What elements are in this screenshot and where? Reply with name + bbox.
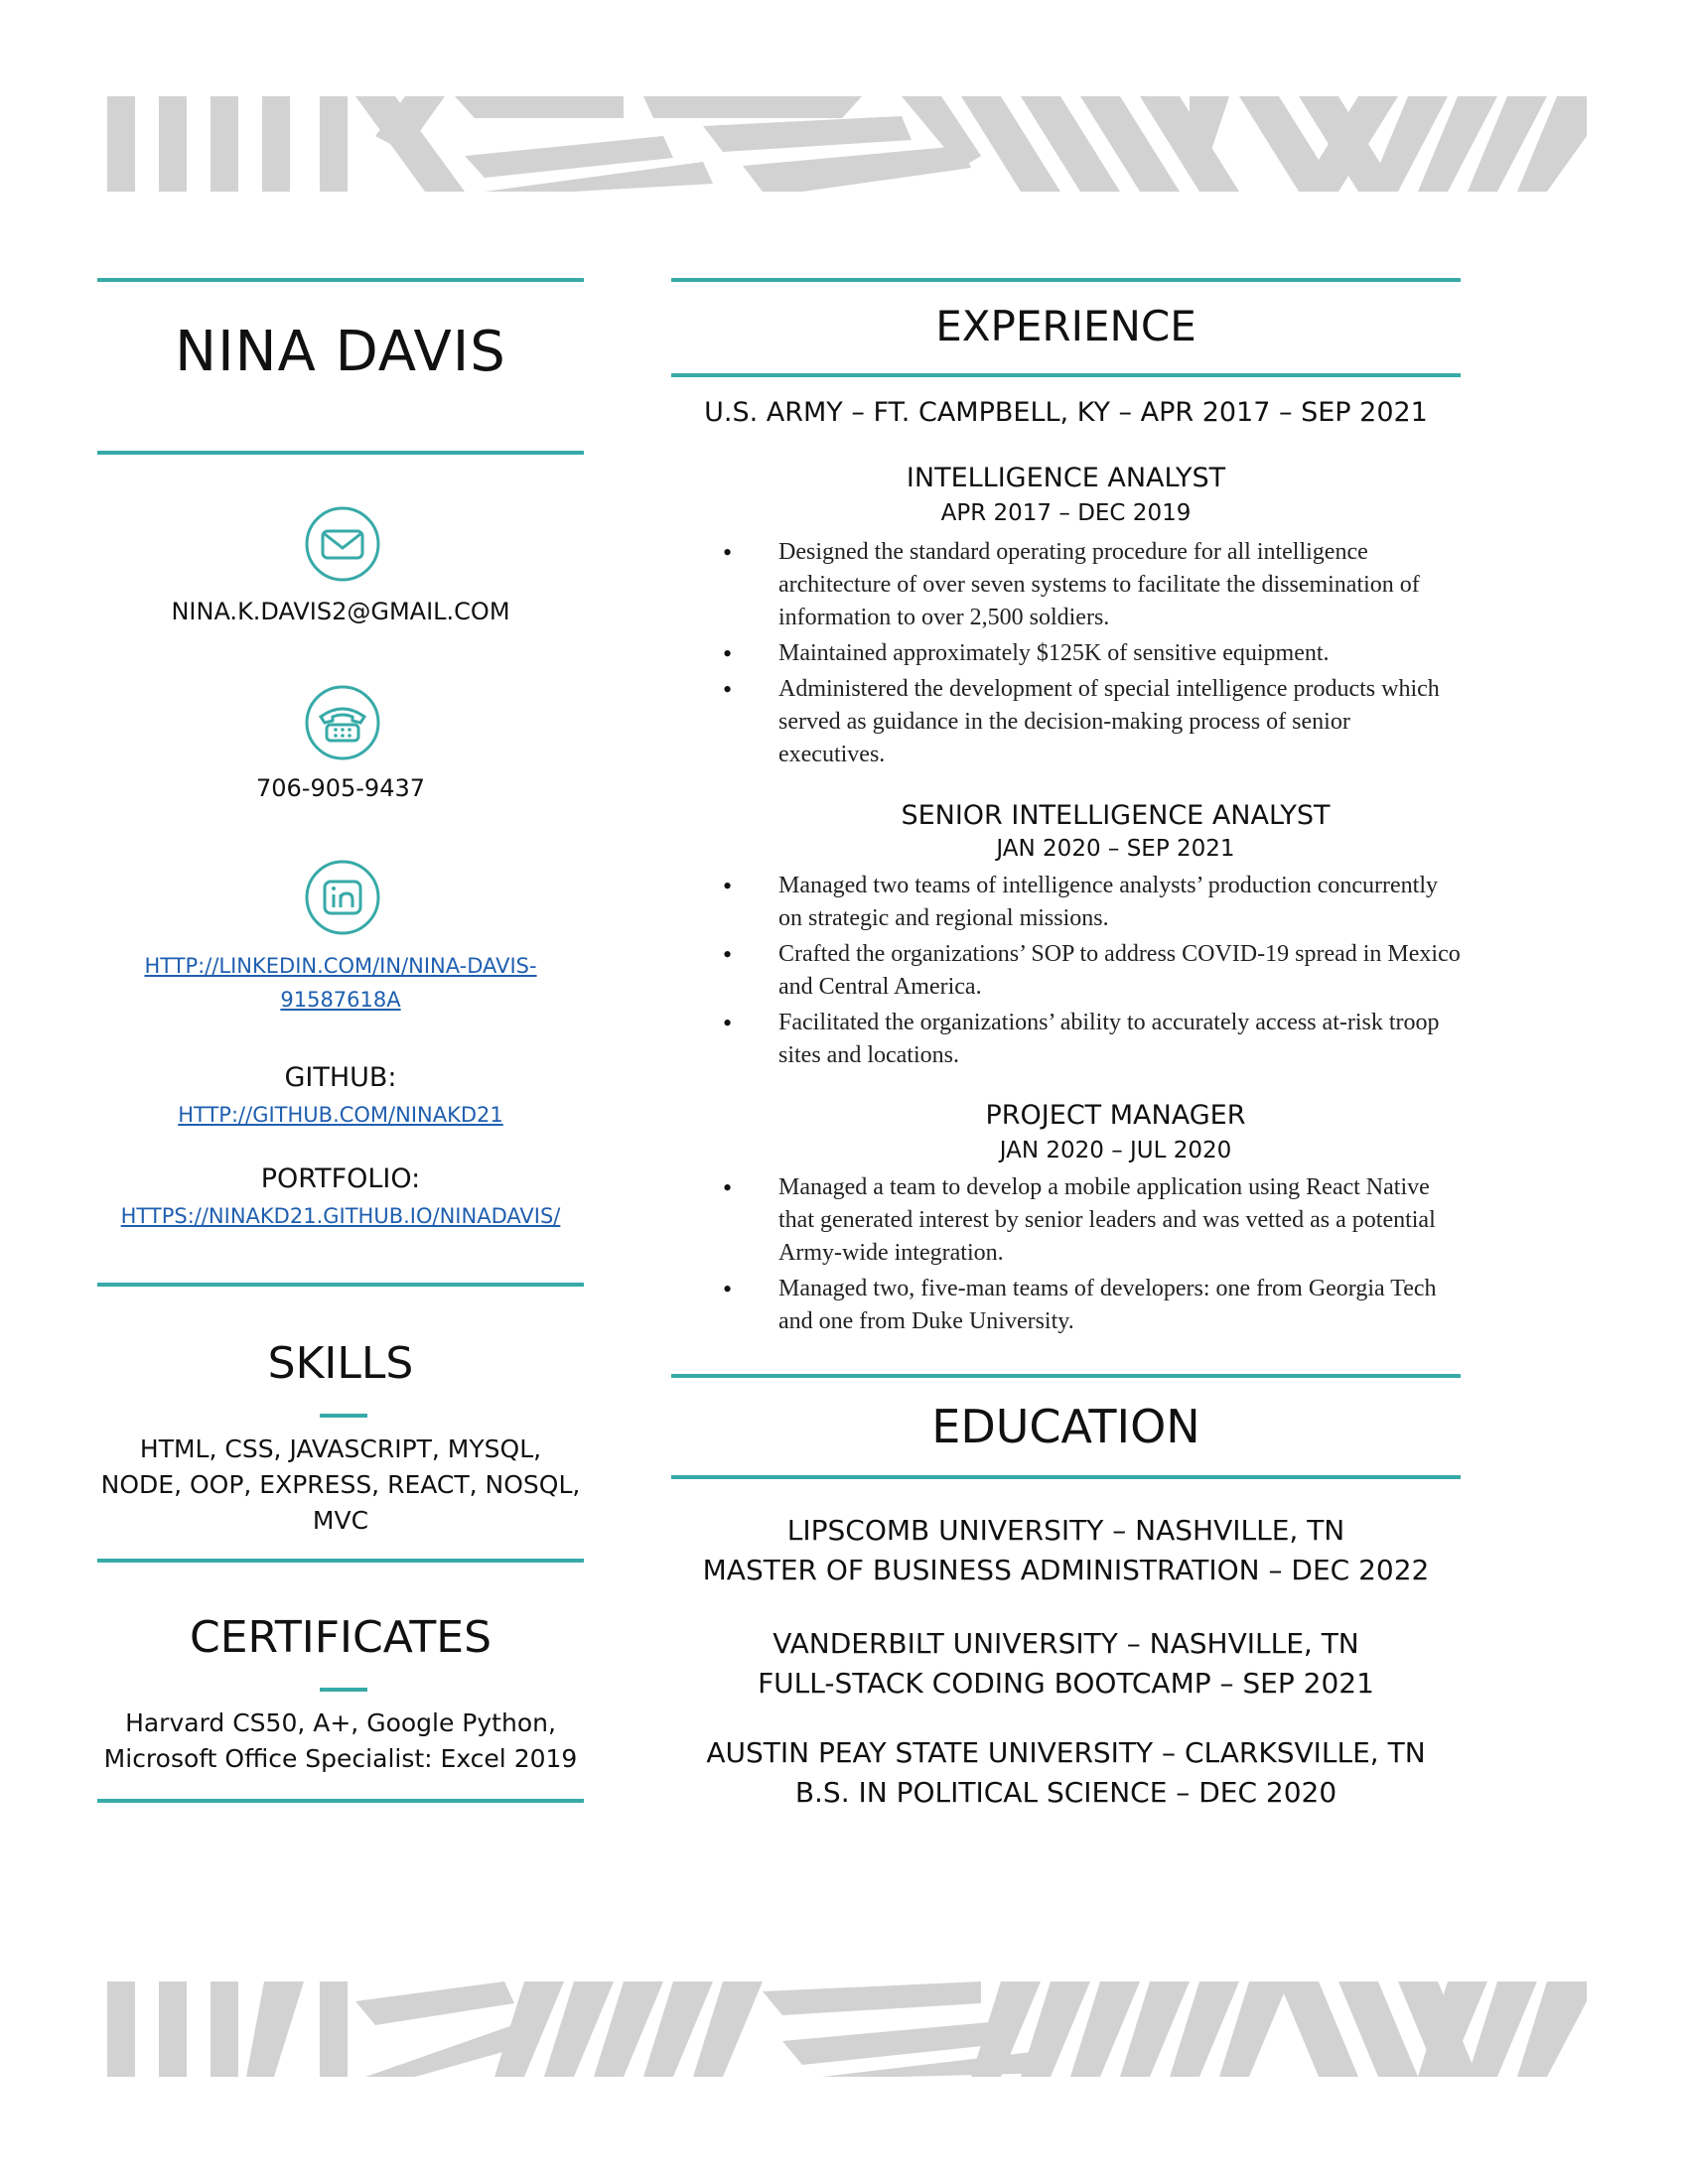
job-date: JAN 2020 – JUL 2020 xyxy=(999,1138,1232,1163)
phone-text: 706-905-9437 xyxy=(255,774,425,802)
certificates-top-rule xyxy=(97,1559,584,1563)
skills-top-rule xyxy=(97,1283,584,1287)
education-bottom-rule xyxy=(671,1475,1461,1479)
bullet-item: • Managed a team to develop a mobile application using React Native that generated interest by senior leaders and was vetted as a potential Army-wide integration. xyxy=(723,1171,1463,1270)
name-top-rule xyxy=(97,278,584,282)
bullet-item: • Administered the development of special intelligence products which served as guidance in the decision-making process of senior executives. xyxy=(723,673,1463,771)
github-link[interactable]: HTTP://GITHUB.COM/NINAKD21 xyxy=(178,1103,503,1127)
certificates-line: Microsoft Office Specialist: Excel 2019 xyxy=(103,1744,578,1773)
bullet-item: • Designed the standard operating procedure for all intelligence architecture of over seven systems to facilitate the dissemination of information to over 2,500 soldiers. xyxy=(723,536,1463,634)
education-degree: FULL-STACK CODING BOOTCAMP – SEP 2021 xyxy=(758,1667,1374,1700)
education-degree: B.S. IN POLITICAL SCIENCE – DEC 2020 xyxy=(794,1776,1337,1809)
job-date: APR 2017 – DEC 2019 xyxy=(940,500,1192,526)
banner-pattern-top xyxy=(107,96,1587,192)
certificates-line: Harvard CS50, A+, Google Python, xyxy=(125,1708,556,1737)
job-title: INTELLIGENCE ANALYST xyxy=(906,463,1226,493)
education-school: VANDERBILT UNIVERSITY – NASHVILLE, TN xyxy=(773,1627,1359,1660)
job-date: JAN 2020 – SEP 2021 xyxy=(996,836,1235,862)
skills-line: MVC xyxy=(312,1506,369,1535)
linkedin-url-line1[interactable]: HTTP://LINKEDIN.COM/IN/NINA-DAVIS- xyxy=(144,954,537,978)
job-bullets xyxy=(723,870,1463,1075)
job-title: SENIOR INTELLIGENCE ANALYST xyxy=(901,800,1331,831)
experience-top-rule xyxy=(671,278,1461,282)
portfolio-label: PORTFOLIO: xyxy=(260,1163,421,1194)
telephone-icon xyxy=(303,683,382,762)
job-title: PROJECT MANAGER xyxy=(985,1100,1246,1131)
bullet-item: • Crafted the organizations’ SOP to address COVID-19 spread in Mexico and Central America. xyxy=(723,938,1463,1004)
skills-mini-rule xyxy=(320,1414,367,1418)
skills-line: HTML, CSS, JAVASCRIPT, MYSQL, xyxy=(139,1434,542,1463)
skills-list xyxy=(97,1432,584,1539)
email-text: NINA.K.DAVIS2@GMAIL.COM xyxy=(171,598,510,625)
certificates-title: CERTIFICATES xyxy=(189,1612,492,1663)
bullet-item: • Managed two, five-man teams of developers: one from Georgia Tech and one from Duke University. xyxy=(723,1273,1463,1338)
banner-pattern-bottom xyxy=(107,1981,1587,2077)
education-entry xyxy=(671,1624,1461,1704)
experience-title: EXPERIENCE xyxy=(935,302,1196,350)
candidate-name: NINA DAVIS xyxy=(175,320,506,384)
github-label: GITHUB: xyxy=(284,1062,397,1093)
bullet-item: • Facilitated the organizations’ ability to accurately access at-risk troop sites and locations. xyxy=(723,1007,1463,1072)
education-degree: MASTER OF BUSINESS ADMINISTRATION – DEC 2022 xyxy=(702,1554,1430,1586)
education-title: EDUCATION xyxy=(931,1400,1200,1453)
bullet-item: • Maintained approximately $125K of sensitive equipment. xyxy=(723,637,1463,670)
linkedin-url-line2[interactable]: 91587618A xyxy=(280,988,401,1012)
certificates-bottom-rule xyxy=(97,1799,584,1803)
job-bullets xyxy=(723,536,1463,774)
education-school: LIPSCOMB UNIVERSITY – NASHVILLE, TN xyxy=(786,1514,1345,1547)
name-bottom-rule xyxy=(97,451,584,455)
employer-line: U.S. ARMY – FT. CAMPBELL, KY – APR 2017 – SEP 2021 xyxy=(704,397,1428,428)
top-decorative-banner xyxy=(107,96,1587,192)
experience-bottom-rule xyxy=(671,373,1461,377)
education-entry xyxy=(671,1733,1461,1813)
envelope-icon xyxy=(303,504,382,584)
skills-title: SKILLS xyxy=(267,1338,414,1389)
linkedin-icon xyxy=(303,858,382,937)
skills-line: NODE, OOP, EXPRESS, REACT, NOSQL, xyxy=(100,1470,581,1499)
certificates-mini-rule xyxy=(320,1688,367,1692)
job-bullets xyxy=(723,1171,1463,1341)
education-entry xyxy=(671,1511,1461,1590)
linkedin-link[interactable] xyxy=(97,949,584,1017)
bullet-item: • Managed two teams of intelligence analysts’ production concurrently on strategic and regional missions. xyxy=(723,870,1463,935)
education-school: AUSTIN PEAY STATE UNIVERSITY – CLARKSVILLE, TN xyxy=(706,1736,1426,1769)
certificates-list xyxy=(97,1706,584,1777)
education-top-rule xyxy=(671,1374,1461,1378)
portfolio-link[interactable]: HTTPS://NINAKD21.GITHUB.IO/NINADAVIS/ xyxy=(120,1204,561,1228)
bottom-decorative-banner xyxy=(107,1981,1587,2077)
